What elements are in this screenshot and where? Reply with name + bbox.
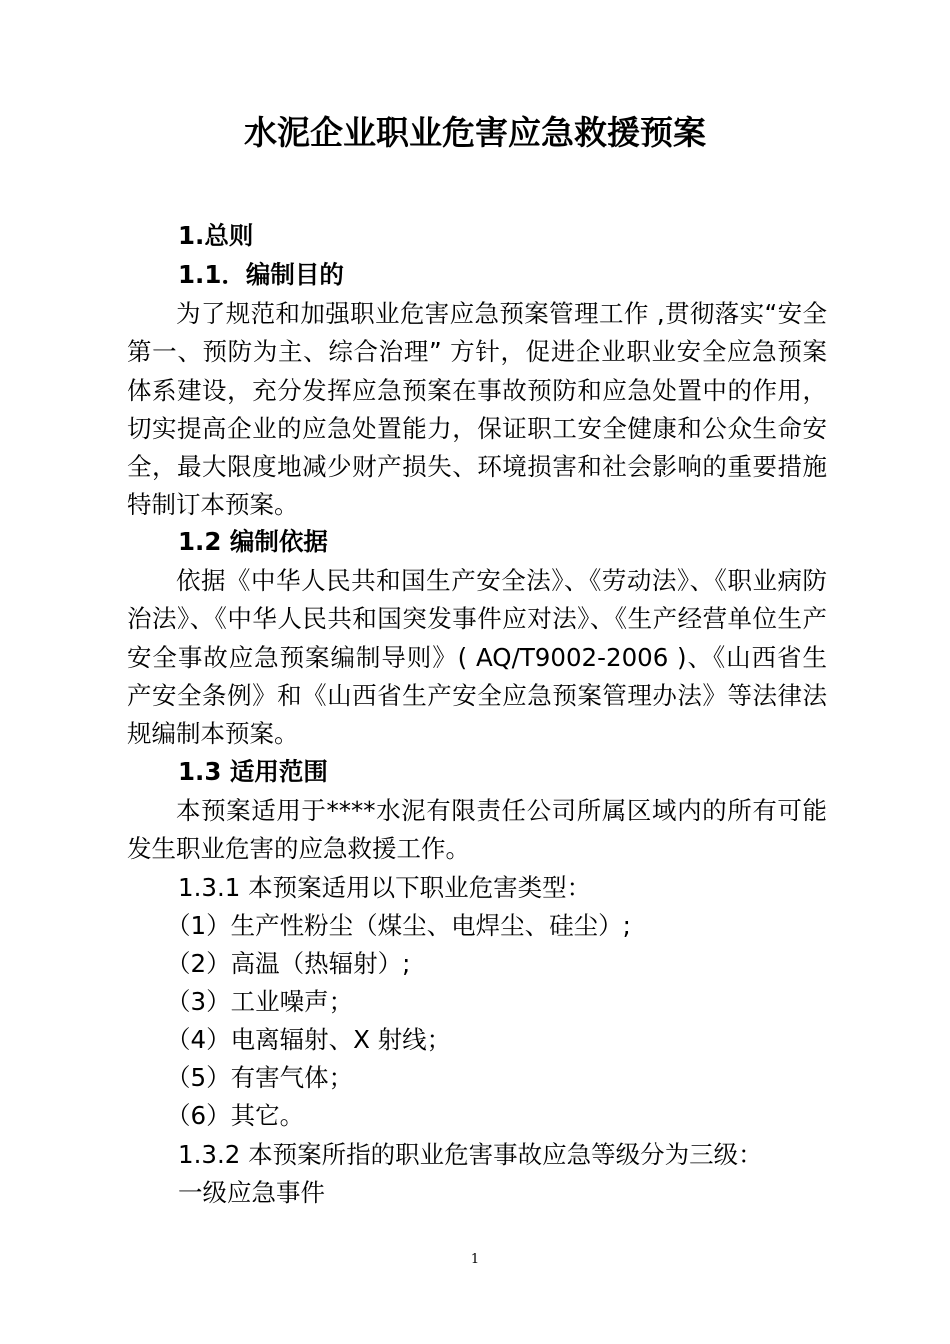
- subsection-emergency-levels: 1.3.2 本预案所指的职业危害事故应急等级分为三级：: [178, 1140, 763, 1169]
- paragraph-basis: 依据《中华人民共和国生产安全法》、《劳动法》、《职业病防治法》、《中华人民共和国突发事件应对法》、《生产经营单位生产安全事故应急预案编制导则》( AQ/T9002-2006 )、《山西省生产安全条例》和《山西省生产安全应急预案管理办法》等法律法规编制本预案。: [127, 566, 827, 749]
- list-item: （4）电离辐射、X 射线；: [166, 1025, 452, 1054]
- paragraph-purpose: 为了规范和加强职业危害应急预案管理工作 ,贯彻落实“安全第一、预防为主、综合治理” 方针，促进企业职业安全应急预案体系建设，充分发挥应急预案在事故预防和应急处置中的作用，切实提高企业的应急处置能力，保证职工安全健康和公众生命安全，最大限度地减少财产损失、环境损害和社会影响的重要措施特制订本预案。: [127, 299, 827, 520]
- list-item: （5）有害气体；: [166, 1063, 354, 1092]
- section-heading-basis: 1.2 编制依据: [178, 527, 328, 556]
- section-heading-general: 1.总则: [178, 221, 254, 250]
- subsection-hazard-types: 1.3.1 本预案适用以下职业危害类型：: [178, 873, 592, 902]
- list-item: （3）工业噪声；: [166, 987, 354, 1016]
- emergency-level-item: 一级应急事件: [178, 1178, 325, 1207]
- list-item: （6）其它。: [166, 1101, 305, 1130]
- list-item: （2）高温（热辐射）;: [166, 949, 411, 978]
- section-heading-purpose: 1.1．编制目的: [178, 260, 344, 289]
- paragraph-scope: 本预案适用于****水泥有限责任公司所属区域内的所有可能发生职业危害的应急救援工作。: [127, 796, 827, 864]
- page-number: 1: [470, 1252, 480, 1267]
- section-heading-scope: 1.3 适用范围: [178, 757, 328, 786]
- list-item: （1）生产性粉尘（煤尘、电焊尘、硅尘）;: [166, 911, 631, 940]
- document-title: 水泥企业职业危害应急救援预案: [244, 113, 706, 152]
